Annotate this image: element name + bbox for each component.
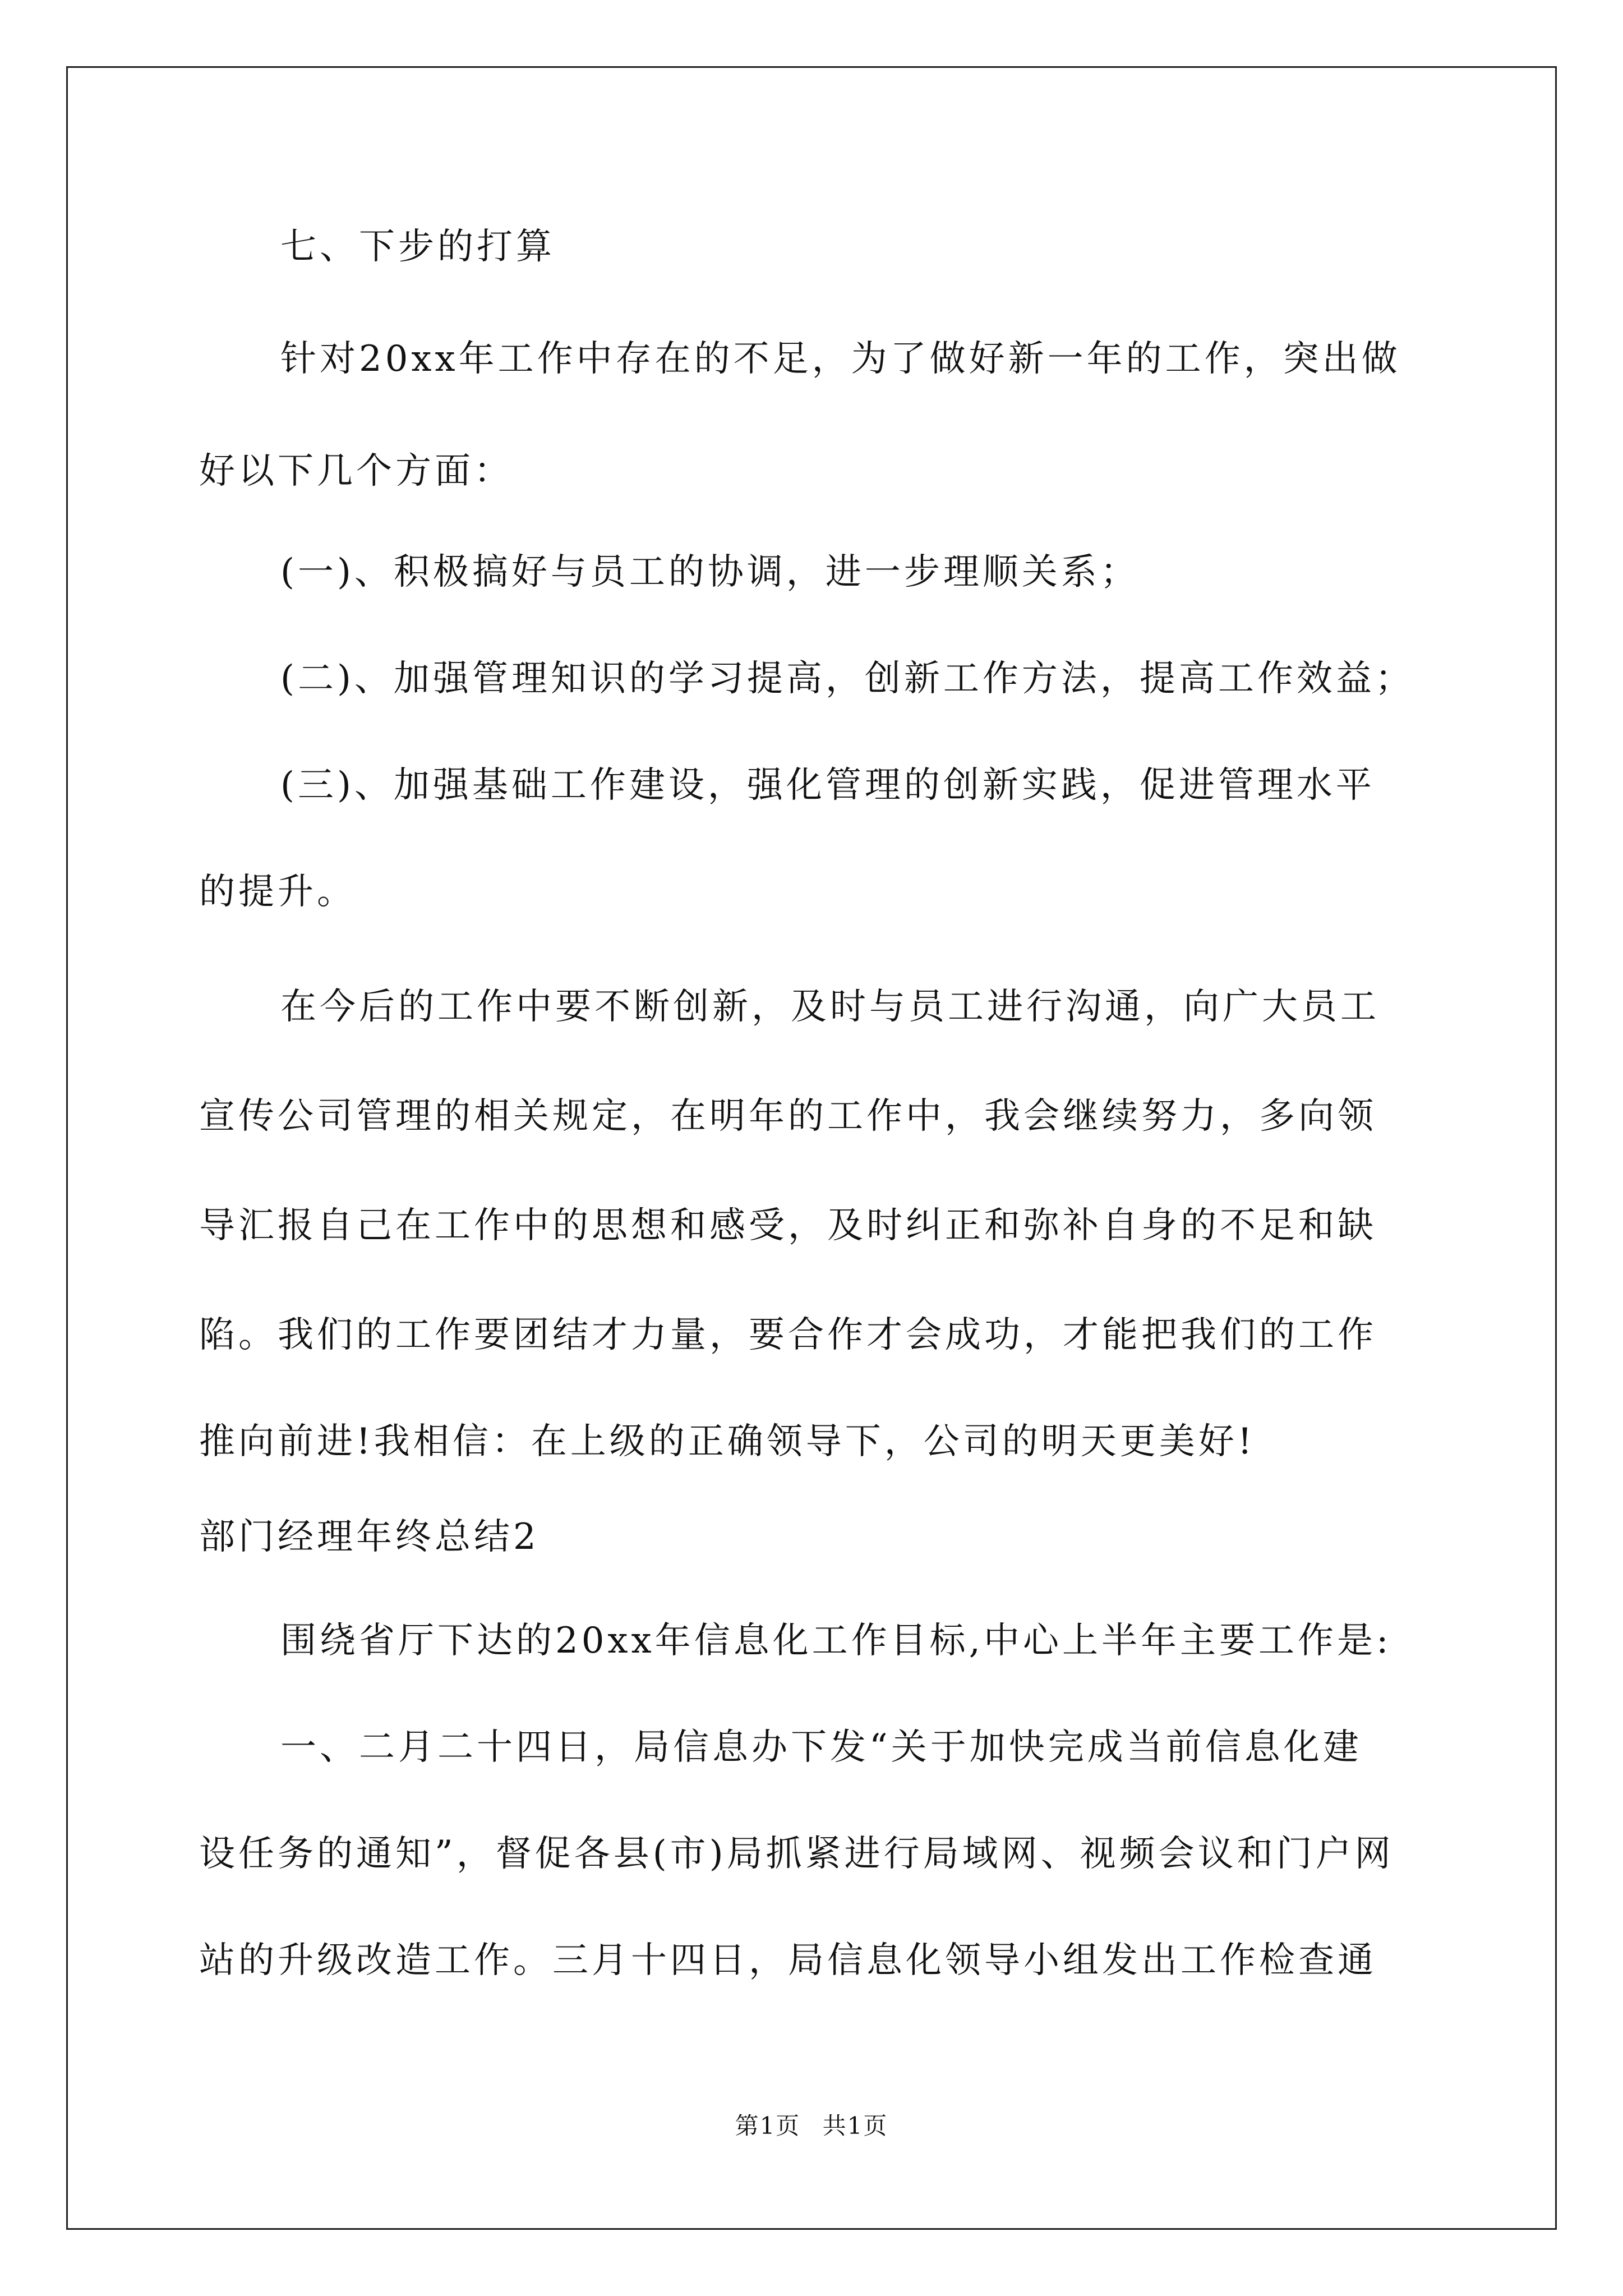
- list-item: (二)、加强管理知识的学习提高，创新工作方法，提高工作效益；: [280, 658, 1414, 700]
- paragraph-line: 推向前进!我相信：在上级的正确领导下，公司的明天更美好!: [199, 1421, 1256, 1462]
- paragraph-line: 宣传公司管理的相关规定，在明年的工作中，我会继续努力，多向领: [199, 1096, 1377, 1137]
- paragraph-line: 针对20xx年工作中存在的不足，为了做好新一年的工作，突出做: [280, 338, 1401, 380]
- list-item: (一)、积极搞好与员工的协调，进一步理顺关系；: [280, 551, 1140, 593]
- paragraph-line: 一、二月二十四日，局信息办下发“关于加快完成当前信息化建: [280, 1727, 1362, 1768]
- list-item: (三)、加强基础工作建设，强化管理的创新实践，促进管理水平: [280, 765, 1375, 806]
- paragraph-line: 设任务的通知”，督促各县(市)局抓紧进行局域网、视频会议和门户网: [199, 1833, 1394, 1875]
- paragraph-line: 陷。我们的工作要团结才力量，要合作才会成功，才能把我们的工作: [199, 1314, 1377, 1356]
- list-item-continuation: 的提升。: [199, 871, 356, 913]
- page-footer: [0, 2109, 1623, 2143]
- page-border: [66, 66, 1557, 2230]
- page-total: 共1页: [822, 2112, 888, 2139]
- section-heading: 七、下步的打算: [280, 226, 555, 268]
- paragraph-line: 导汇报自己在工作中的思想和感受，及时纠正和弥补自身的不足和缺: [199, 1205, 1377, 1246]
- paragraph-line: 围绕省厅下达的20xx年信息化工作目标,中心上半年主要工作是:: [280, 1620, 1392, 1662]
- paragraph-line: 站的升级改造工作。三月十四日，局信息化领导小组发出工作检查通: [199, 1940, 1377, 1981]
- paragraph-line: 在今后的工作中要不断创新，及时与员工进行沟通，向广大员工: [280, 986, 1380, 1028]
- paragraph-line: 好以下几个方面：: [199, 450, 513, 492]
- document-title: 部门经理年终总结2: [199, 1516, 540, 1558]
- page-number: 第1页: [735, 2112, 801, 2139]
